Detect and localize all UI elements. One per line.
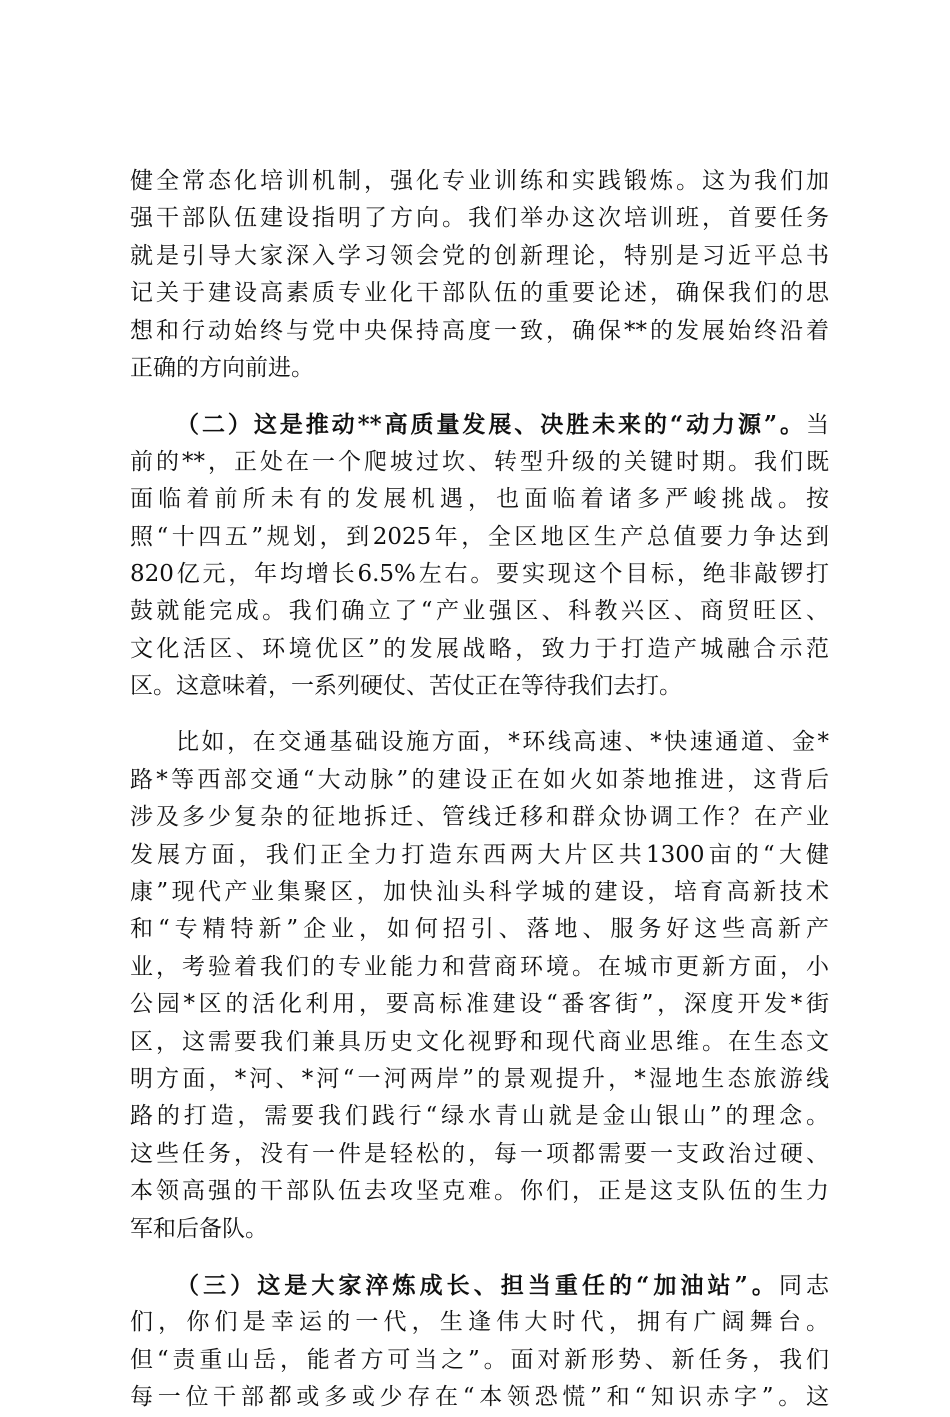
- paragraph-line: 军和后备队。: [130, 1215, 268, 1242]
- paragraph-line: 公园*区的活化利用，要高标准建设“番客街”，深度开发*街: [130, 991, 829, 1018]
- paragraph-line: 路的打造，需要我们践行“绿水青山就是金山银山”的理念。: [130, 1103, 829, 1130]
- paragraph-line: 记关于建设高素质专业化干部队伍的重要论述，确保我们的思: [130, 280, 829, 307]
- paragraph-line: 本领高强的干部队伍去攻坚克难。你们，正是这支队伍的生力: [130, 1178, 829, 1205]
- document-body: [130, 163, 829, 1417]
- paragraph-line: 820亿元，年均增长6.5%左右。要实现这个目标，绝非敲锣打: [130, 560, 829, 587]
- paragraph-line: 每一位干部都或多或少存在“本领恐慌”和“知识赤字”。这: [130, 1384, 829, 1411]
- paragraph-line: 正确的方向前进。: [130, 354, 314, 381]
- paragraph-line: 比如，在交通基础设施方面，*环线高速、*快速通道、金*: [176, 729, 829, 756]
- section-heading: （二）这是推动**高质量发展、决胜未来的“动力源”。: [176, 411, 806, 439]
- paragraph-line: 区，这需要我们兼具历史文化视野和现代商业思维。在生态文: [130, 1028, 829, 1055]
- paragraph-4: [130, 1267, 829, 1417]
- paragraph-line: 就是引导大家深入学习领会党的创新理论，特别是习近平总书: [130, 242, 829, 269]
- paragraph-2: [130, 406, 829, 705]
- paragraph-line: 面临着前所未有的发展机遇，也面临着诸多严峻挑战。按: [130, 486, 829, 513]
- paragraph-line: 们，你们是幸运的一代，生逢伟大时代，拥有广阔舞台。: [130, 1309, 829, 1336]
- paragraph-line: 健全常态化培训机制，强化专业训练和实践锻炼。这为我们加: [130, 168, 829, 194]
- paragraph-line: 发展方面，我们正全力打造东西两大片区共1300亩的“大健: [130, 841, 829, 868]
- paragraph-gap: [130, 387, 829, 406]
- paragraph-3: [130, 724, 829, 1247]
- paragraph-first-line: [130, 406, 829, 443]
- paragraph-line: 康”现代产业集聚区，加快汕头科学城的建设，培育高新技术: [130, 879, 829, 906]
- paragraph-line: 路*等西部交通“大动脉”的建设正在如火如荼地推进，这背后: [130, 766, 829, 793]
- paragraph-line: 明方面，*河、*河“一河两岸”的景观提升，*湿地生态旅游线: [130, 1065, 829, 1092]
- paragraph-gap: [130, 1248, 829, 1267]
- section-heading: （三）这是大家淬炼成长、担当重任的“加油站”。: [176, 1271, 779, 1299]
- paragraph-line: 照“十四五”规划，到2025年，全区地区生产总值要力争达到: [130, 523, 829, 550]
- paragraph-line: 前的**，正处在一个爬坡过坎、转型升级的关键时期。我们既: [130, 448, 829, 475]
- paragraph-line: 这些任务，没有一件是轻松的，每一项都需要一支政治过硬、: [130, 1140, 829, 1167]
- paragraph-line: 文化活区、环境优区”的发展战略，致力于打造产城融合示范: [130, 635, 829, 662]
- paragraph-line: 鼓就能完成。我们确立了“产业强区、科教兴区、商贸旺区、: [130, 598, 829, 625]
- paragraph-line: 业，考验着我们的专业能力和营商环境。在城市更新方面，小: [130, 953, 829, 980]
- heading-trailing-text: 当: [806, 412, 829, 439]
- paragraph-line: 区。这意味着，一系列硬仗、苦仗正在等待我们去打。: [130, 673, 682, 700]
- paragraph-line: 涉及多少复杂的征地拆迁、管线迁移和群众协调工作？在产业: [130, 804, 829, 831]
- paragraph-first-line: [130, 1267, 829, 1304]
- paragraph-line: 强干部队伍建设指明了方向。我们举办这次培训班，首要任务: [130, 205, 829, 232]
- paragraph-line: 但“责重山岳，能者方可当之”。面对新形势、新任务，我们: [130, 1346, 829, 1373]
- paragraph-line: 想和行动始终与党中央保持高度一致，确保**的发展始终沿着: [130, 317, 829, 344]
- paragraph-line: 和“专精特新”企业，如何招引、落地、服务好这些高新产: [130, 916, 829, 943]
- paragraph-gap: [130, 705, 829, 724]
- paragraph-1: [130, 163, 829, 387]
- heading-trailing-text: 同志: [778, 1272, 830, 1299]
